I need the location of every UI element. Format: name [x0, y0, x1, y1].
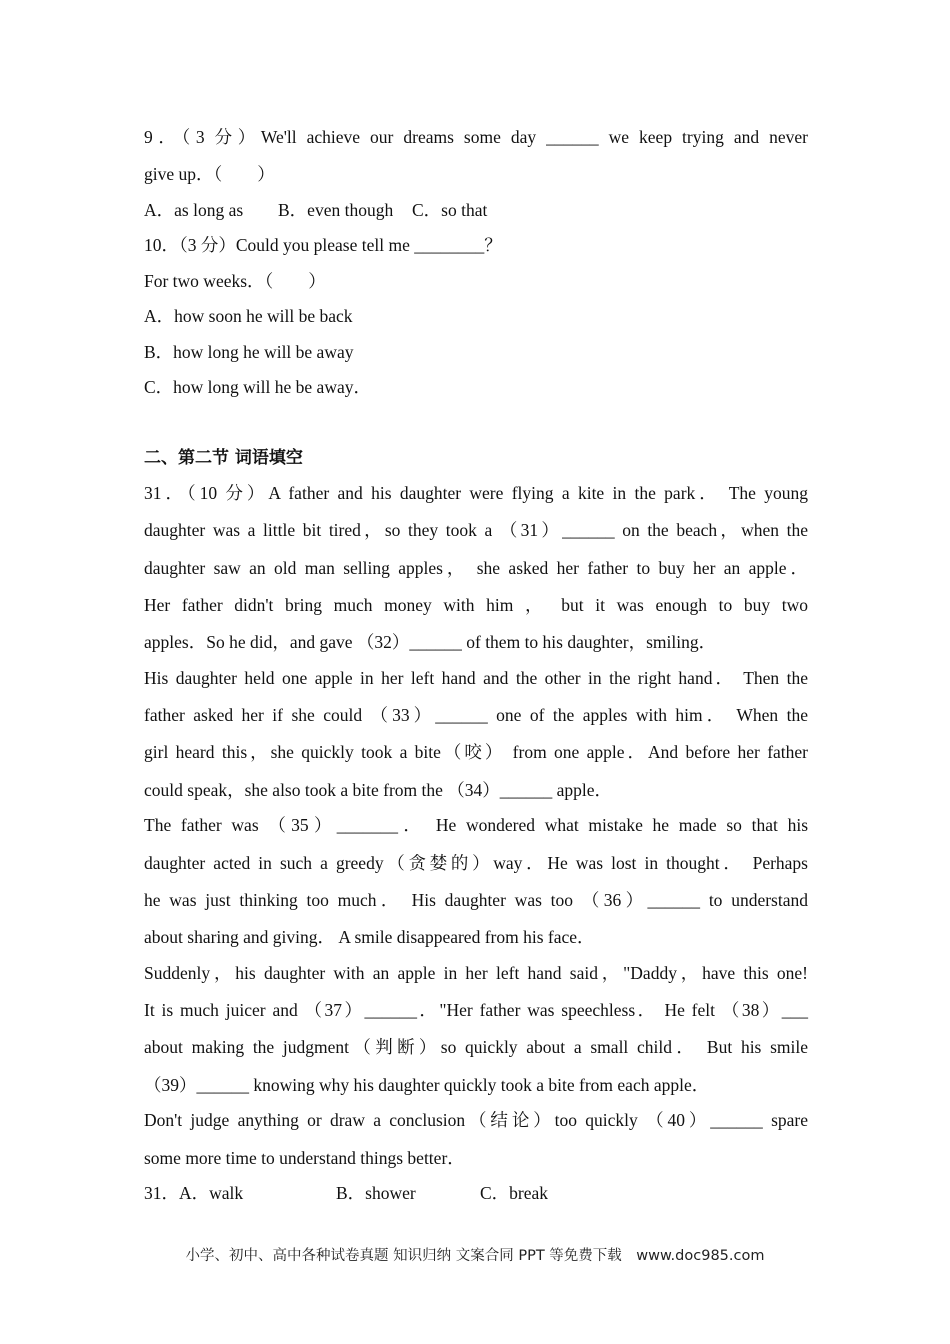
question-10-option-c: C．how long will he be away．	[144, 377, 371, 397]
passage-line: could speak，she also took a bite from the （34）______ apple．	[144, 780, 613, 800]
option-a: A．as long as	[144, 200, 244, 220]
passage-line: The father was （35）_______． He wondered what mistake he made so that his	[144, 815, 808, 835]
passage-line: about making the judgment（判断）so quickly about a small child． But his smile	[144, 1037, 808, 1057]
passage-line: apples．So he did，and gave （32）______ of them to his daughter，smiling．	[144, 632, 717, 652]
question-10-line-2: For two weeks．（ ）	[144, 271, 326, 291]
option-c: C．break	[480, 1183, 549, 1203]
passage-line: It is much juicer and （37）______．"Her father was speechless． He felt （38）___	[144, 1000, 808, 1020]
passage-line: father asked her if she could （33）______ one of the apples with him． When the	[144, 705, 808, 725]
option-b: B．even though	[278, 200, 394, 220]
question-9-line-1: 9．（3 分）We'll achieve our dreams some day ______ we keep trying and never	[144, 127, 808, 147]
passage-line: 31．（10 分）A father and his daughter were flying a kite in the park． The young	[144, 483, 808, 503]
question-10-option-a: A．how soon he will be back	[144, 306, 353, 326]
option-b: B．shower	[336, 1183, 416, 1203]
question-31-options	[144, 1182, 808, 1204]
page-footer: 小学、初中、高中各种试卷真题 知识归纳 文案合同 PPT 等免费下载 www.doc985.com	[185, 1248, 765, 1264]
question-9-options	[144, 199, 808, 221]
passage-line: Her father didn't bring much money with him ， but it was enough to buy two	[144, 595, 808, 615]
question-10-option-b: B．how long he will be away	[144, 342, 354, 362]
option-c: C．so that	[412, 200, 488, 220]
passage-line: some more time to understand things better．	[144, 1148, 465, 1168]
section-heading: 二、第二节 词语填空	[144, 448, 303, 468]
passage-line: he was just thinking too much． His daughter was too （36）______ to understand	[144, 890, 808, 910]
passage-line: daughter saw an old man selling apples， she asked her father to buy her an apple．	[144, 558, 808, 578]
passage-line: daughter was a little bit tired，so they took a （31）______ on the beach，when the	[144, 520, 808, 540]
passage-line: daughter acted in such a greedy（贪婪的）way．He was lost in thought． Perhaps	[144, 853, 808, 873]
passage-line: girl heard this，she quickly took a bite（咬） from one apple．And before her father	[144, 742, 808, 762]
passage-line: about sharing and giving． A smile disappeared from his face．	[144, 927, 595, 947]
passage-line: （39）______ knowing why his daughter quickly took a bite from each apple．	[144, 1075, 710, 1095]
passage-line: His daughter held one apple in her left hand and the other in the right hand． Then the	[144, 668, 808, 688]
passage-line: Don't judge anything or draw a conclusion（结论）too quickly （40）______ spare	[144, 1110, 808, 1130]
option-a: 31．A．walk	[144, 1183, 244, 1203]
passage-line: Suddenly，his daughter with an apple in her left hand said，"Daddy，have this one!	[144, 963, 808, 983]
question-9-line-2: give up．（ ）	[144, 164, 275, 184]
question-10-line-1: 10．（3 分）Could you please tell me ________？	[144, 235, 502, 255]
